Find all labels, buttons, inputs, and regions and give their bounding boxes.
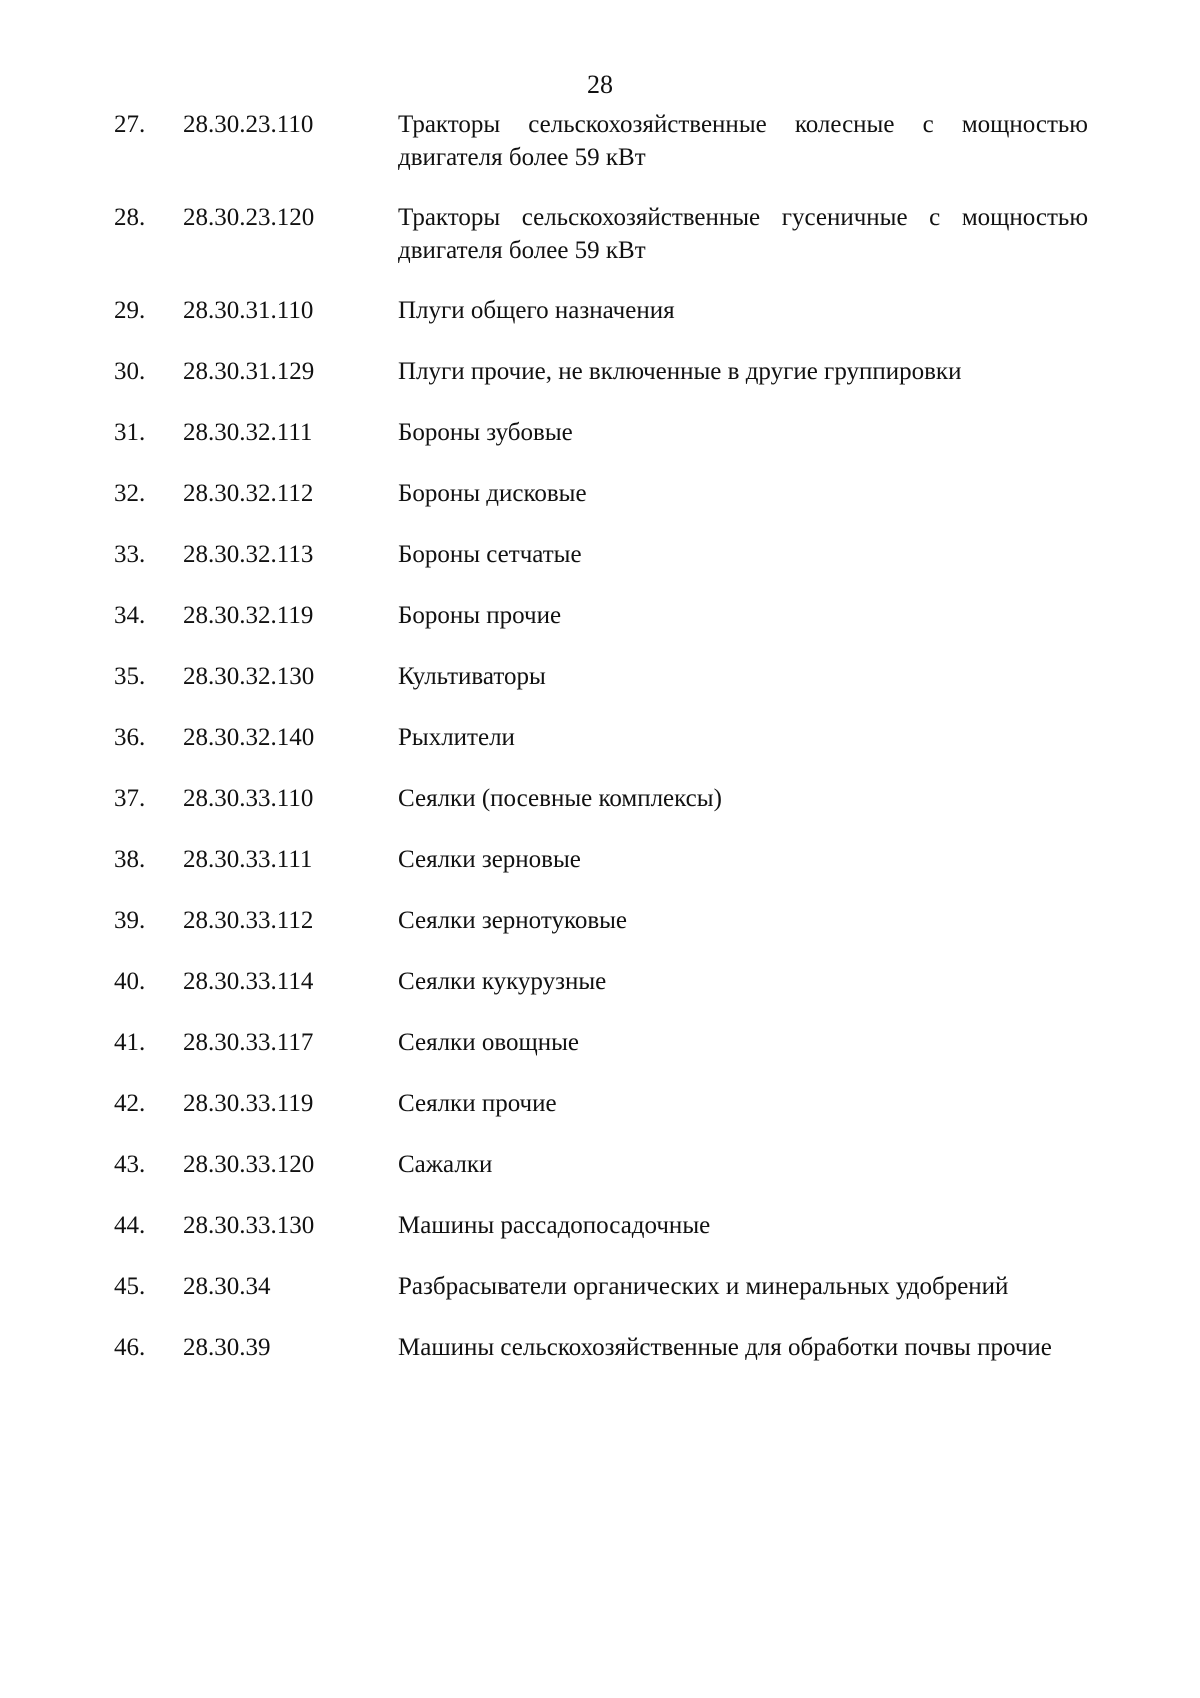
row-number: 36. xyxy=(114,724,146,751)
list-item xyxy=(0,294,1200,328)
list-item xyxy=(0,782,1200,816)
row-number: 45. xyxy=(114,1273,146,1300)
row-code: 28.30.32.130 xyxy=(183,663,315,690)
list-item xyxy=(0,1209,1200,1243)
list-item xyxy=(0,201,1200,267)
list-item xyxy=(0,355,1200,389)
row-number: 41. xyxy=(114,1029,146,1056)
row-code: 28.30.33.114 xyxy=(183,968,314,995)
list-item xyxy=(0,721,1200,755)
row-code: 28.30.31.129 xyxy=(183,358,315,385)
row-code: 28.30.33.130 xyxy=(183,1212,315,1239)
row-code: 28.30.23.110 xyxy=(183,111,314,138)
row-number: 32. xyxy=(114,480,146,507)
list-item xyxy=(0,904,1200,938)
row-name: Машины сельскохозяйственные для обработки почвы прочие xyxy=(398,1334,1052,1361)
row-name: Сажалки xyxy=(398,1151,493,1178)
row-number: 30. xyxy=(114,358,146,385)
list-item xyxy=(0,843,1200,877)
list-item xyxy=(0,599,1200,633)
list-item xyxy=(0,477,1200,511)
row-code: 28.30.32.112 xyxy=(183,480,314,507)
list-item xyxy=(0,538,1200,572)
row-name: Тракторы сельскохозяйственные гусеничные с мощностью двигателя более 59 кВт xyxy=(398,204,1088,264)
row-name: Сеялки (посевные комплексы) xyxy=(398,785,722,812)
row-number: 37. xyxy=(114,785,146,812)
list-item xyxy=(0,416,1200,450)
row-number: 38. xyxy=(114,846,146,873)
list-item xyxy=(0,108,1200,174)
list-item xyxy=(0,1026,1200,1060)
row-name: Сеялки овощные xyxy=(398,1029,579,1056)
row-name: Бороны сетчатые xyxy=(398,541,582,568)
row-code: 28.30.33.111 xyxy=(183,846,313,873)
row-number: 27. xyxy=(114,111,146,138)
row-name: Разбрасыватели органических и минеральных удобрений xyxy=(398,1273,1009,1300)
row-number: 43. xyxy=(114,1151,146,1178)
row-number: 40. xyxy=(114,968,146,995)
row-name: Бороны прочие xyxy=(398,602,562,629)
row-name: Сеялки зерновые xyxy=(398,846,581,873)
row-code: 28.30.33.119 xyxy=(183,1090,314,1117)
list-item xyxy=(0,1148,1200,1182)
row-code: 28.30.33.112 xyxy=(183,907,314,934)
list-item xyxy=(0,660,1200,694)
row-number: 34. xyxy=(114,602,146,629)
row-name: Сеялки зернотуковые xyxy=(398,907,628,934)
row-code: 28.30.23.120 xyxy=(183,204,315,231)
list-item xyxy=(0,1087,1200,1121)
row-number: 33. xyxy=(114,541,146,568)
row-code: 28.30.34 xyxy=(183,1273,271,1300)
row-number: 39. xyxy=(114,907,146,934)
row-number: 42. xyxy=(114,1090,146,1117)
list-item xyxy=(0,965,1200,999)
row-name: Бороны дисковые xyxy=(398,480,587,507)
list-item xyxy=(0,1270,1200,1304)
classification-list xyxy=(0,108,1200,1392)
row-name: Сеялки кукурузные xyxy=(398,968,607,995)
row-number: 44. xyxy=(114,1212,146,1239)
row-number: 35. xyxy=(114,663,146,690)
row-name: Машины рассадопосадочные xyxy=(398,1212,711,1239)
row-code: 28.30.32.119 xyxy=(183,602,314,629)
row-name: Плуги прочие, не включенные в другие группировки xyxy=(398,358,962,385)
row-name: Культиваторы xyxy=(398,663,546,690)
row-code: 28.30.39 xyxy=(183,1334,271,1361)
row-code: 28.30.33.117 xyxy=(183,1029,314,1056)
row-code: 28.30.32.111 xyxy=(183,419,313,446)
row-number: 28. xyxy=(114,204,146,231)
row-name: Сеялки прочие xyxy=(398,1090,557,1117)
row-name: Рыхлители xyxy=(398,724,515,751)
row-code: 28.30.32.113 xyxy=(183,541,314,568)
row-name: Плуги общего назначения xyxy=(398,297,675,324)
row-number: 29. xyxy=(114,297,146,324)
row-code: 28.30.33.110 xyxy=(183,785,314,812)
row-code: 28.30.33.120 xyxy=(183,1151,315,1178)
row-name: Тракторы сельскохозяйственные колесные с мощностью двигателя более 59 кВт xyxy=(398,111,1088,171)
page-number: 28 xyxy=(587,70,613,99)
row-name: Бороны зубовые xyxy=(398,419,573,446)
list-item xyxy=(0,1331,1200,1365)
row-code: 28.30.32.140 xyxy=(183,724,315,751)
row-number: 31. xyxy=(114,419,146,446)
row-code: 28.30.31.110 xyxy=(183,297,314,324)
row-number: 46. xyxy=(114,1334,146,1361)
